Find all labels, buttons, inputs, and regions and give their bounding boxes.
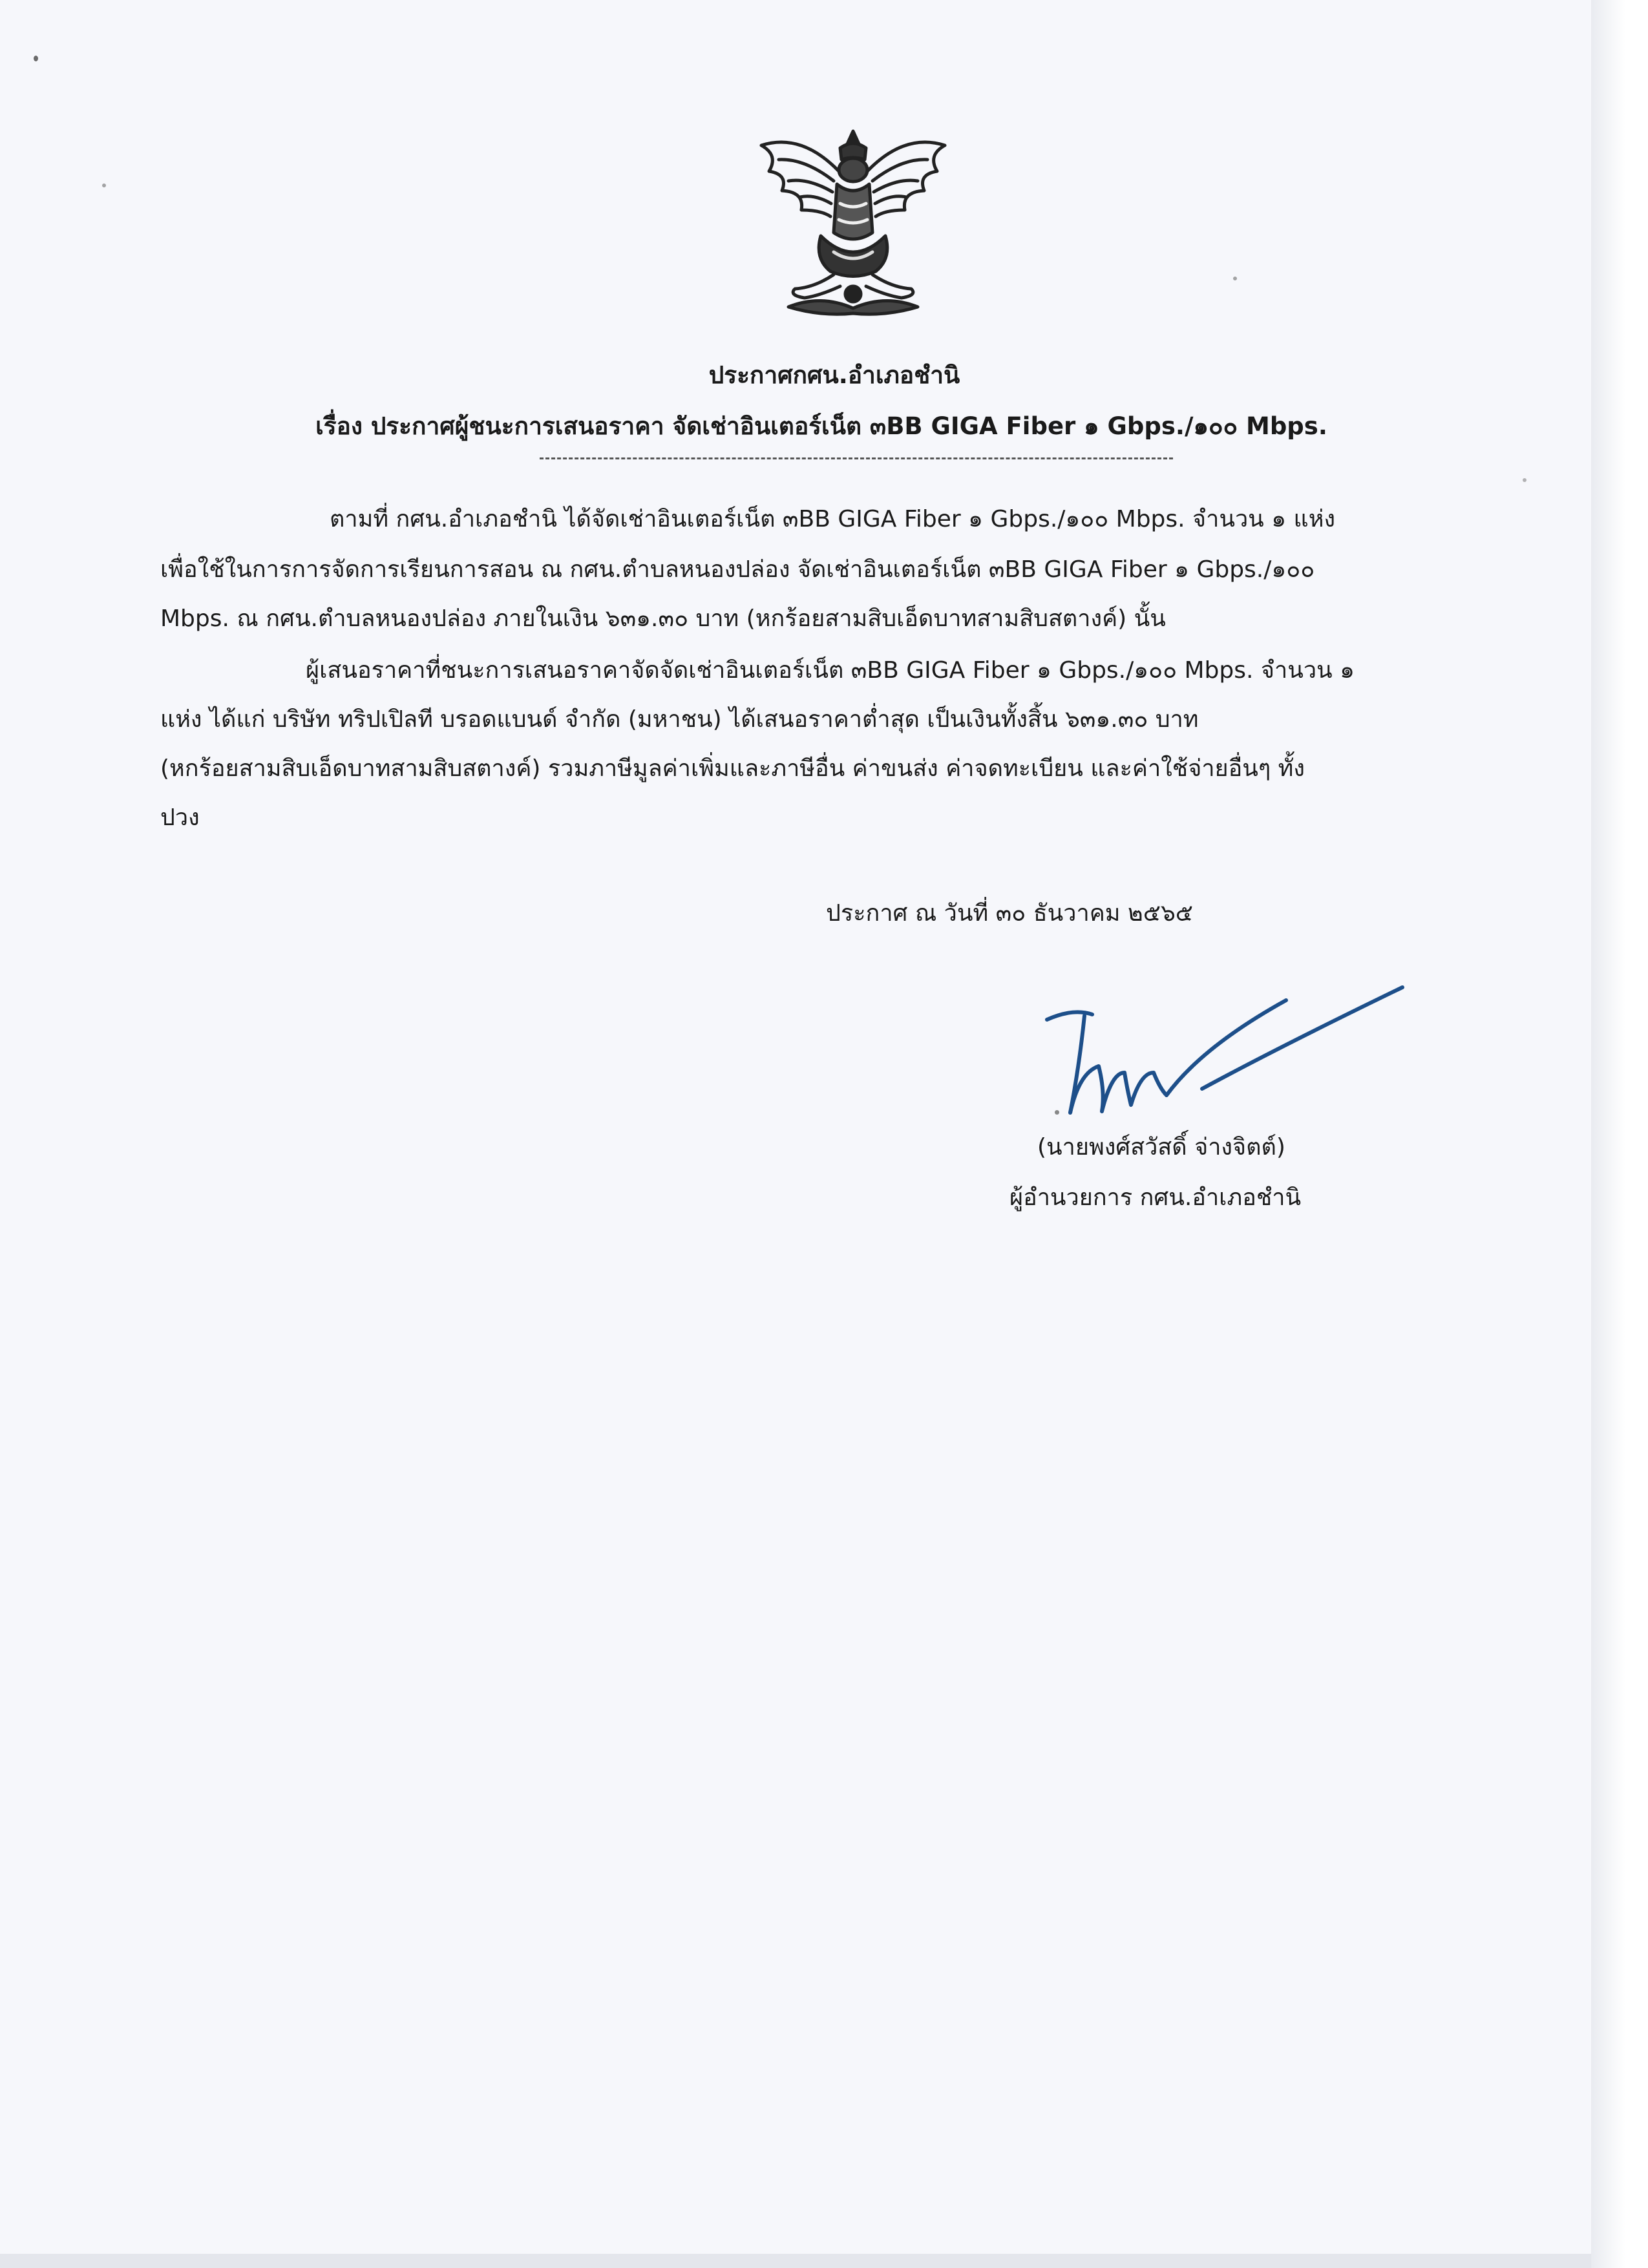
scan-speck xyxy=(1523,478,1527,482)
signature xyxy=(1034,976,1409,1124)
paragraph-2-line-3: (หกร้อยสามสิบเอ็ดบาทสามสิบสตางค์) รวมภาษีมูลค่าเพิ่มและภาษีอื่น ค่าขนส่ง ค่าจดทะเบียน และค่าใช้จ่ายอื่นๆ ทั้ง xyxy=(160,755,1305,782)
page-title: ประกาศกศน.อำเภอชำนิ xyxy=(708,361,960,389)
scan-speck xyxy=(34,56,38,61)
subject-line: เรื่อง ประกาศผู้ชนะการเสนอราคา จัดเช่าอินเตอร์เน็ต ๓BB GIGA Fiber ๑ Gbps./๑๐๐ Mbps. xyxy=(315,412,1327,440)
scan-speck xyxy=(102,184,106,187)
paragraph-2-line-1: ผู้เสนอราคาที่ชนะการเสนอราคาจัดจัดเช่าอินเตอร์เน็ต ๓BB GIGA Fiber ๑ Gbps./๑๐๐ Mbps. จำนวน ๑ xyxy=(306,657,1355,684)
announcement-date: ประกาศ ณ วันที่ ๓๐ ธันวาคม ๒๕๖๕ xyxy=(826,900,1194,927)
scan-edge xyxy=(1591,0,1648,2268)
divider xyxy=(540,457,1173,459)
signatory-name: (นายพงศ์สวัสดิ์ จ่างจิตต์) xyxy=(1037,1134,1285,1160)
paragraph-1-line-1: ตามที่ กศน.อำเภอชำนิ ได้จัดเช่าอินเตอร์เน็ต ๓BB GIGA Fiber ๑ Gbps./๑๐๐ Mbps. จำนวน ๑ แห่ง xyxy=(330,506,1336,532)
paragraph-1-line-3: Mbps. ณ กศน.ตำบลหนองปล่อง ภายในเงิน ๖๓๑.๓๐ บาท (หกร้อยสามสิบเอ็ดบาทสามสิบสตางค์) นั้น xyxy=(160,605,1166,632)
paragraph-2-line-2: แห่ง ได้แก่ บริษัท ทริปเปิลที บรอดแบนด์ จำกัด (มหาชน) ได้เสนอราคาต่ำสุด เป็นเงินทั้งสิ้น ๖๓๑.๓๐ บาท xyxy=(160,706,1199,733)
scan-speck xyxy=(1233,277,1237,280)
paragraph-1-line-2: เพื่อใช้ในการการจัดการเรียนการสอน ณ กศน.ตำบลหนองปล่อง จัดเช่าอินเตอร์เน็ต ๓BB GIGA Fiber ๑ Gbps./๑๐๐ xyxy=(160,556,1315,583)
paragraph-2-line-4: ปวง xyxy=(160,804,200,831)
garuda-emblem-icon xyxy=(743,120,963,326)
scan-bottom-edge xyxy=(0,2254,1591,2268)
signatory-position: ผู้อำนวยการ กศน.อำเภอชำนิ xyxy=(1009,1184,1302,1211)
